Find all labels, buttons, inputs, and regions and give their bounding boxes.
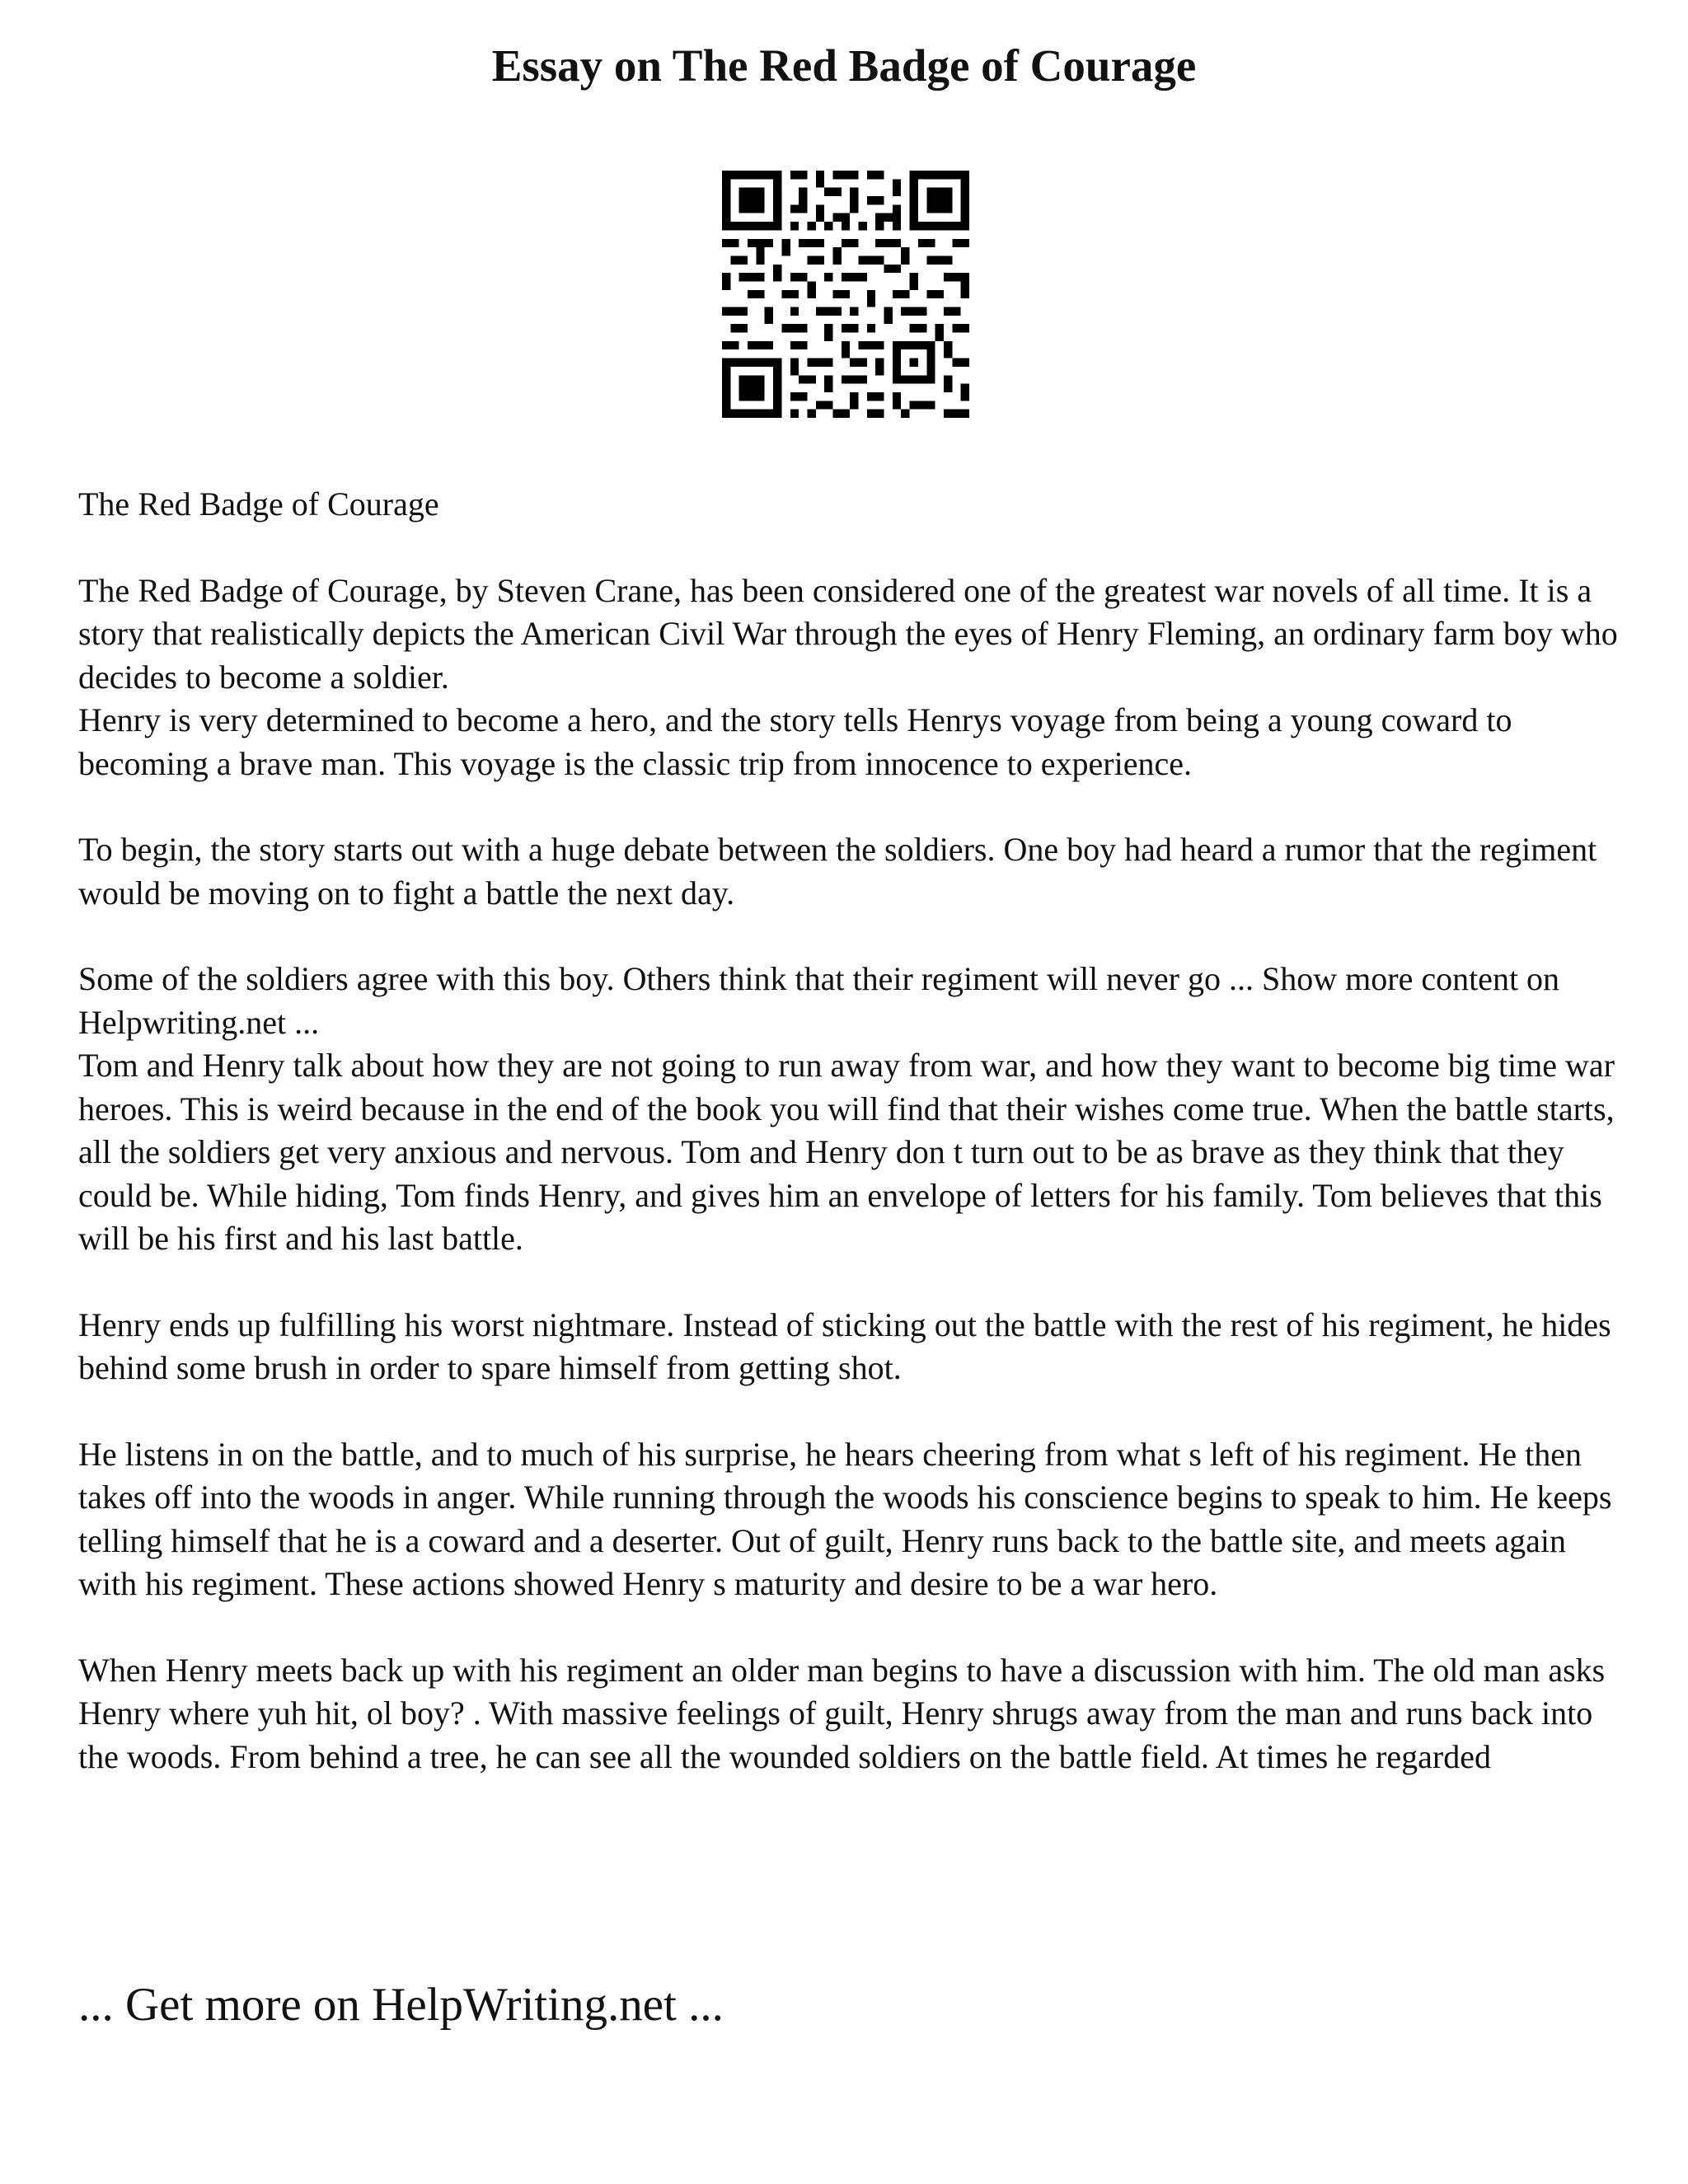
qr-code-icon[interactable] (722, 171, 969, 418)
essay-subtitle: The Red Badge of Courage (78, 485, 439, 523)
essay-paragraph: Tom and Henry talk about how they are not going to run away from war, and how they want to become big time war heroes. This is weird because in the end of the book you will find that their wishes come true. When the battle starts, all the soldiers get very anxious and nervous. Tom and Henry don t turn out to be as brave as they think that they could be. While hiding, Tom finds Henry, and gives him an envelope of letters for his family. Tom believes that this will be his first and his last battle. (78, 1047, 1615, 1257)
essay-paragraph: When Henry meets back up with his regiment an older man begins to have a discussion with him. The old man asks Henry where yuh hit, ol boy? . With massive feelings of guilt, Henry shrugs away from the man and runs back into the woods. From behind a tree, he can see all the wounded soldiers on the battle field. At times he regarded (78, 1651, 1606, 1775)
essay-paragraph-with-show-more: Some of the soldiers agree with this boy. Others think that their regiment will never go ... Show more content on Helpwriting.net ... (78, 960, 1560, 1041)
essay-paragraph: To begin, the story starts out with a huge debate between the soldiers. One boy had heard a rumor that the regiment would be moving on to fight a battle the next day. (78, 831, 1597, 912)
essay-paragraph: The Red Badge of Courage, by Steven Crane, has been considered one of the greatest war novels of all time. It is a story that realistically depicts the American Civil War through the eyes of Henry Fleming, an ordinary farm boy who decides to become a soldier. (78, 571, 1618, 696)
get-more-link[interactable]: ... Get more on HelpWriting.net ... (78, 1979, 724, 2031)
essay-body (78, 483, 1628, 1821)
essay-paragraph: He listens in on the battle, and to much of his surprise, he hears cheering from what s left of his regiment. He then takes off into the woods in anger. While running through the woods his conscience begins to speak to him. He keeps telling himself that he is a coward and a deserter. Out of guilt, Henry runs back to the battle site, and meets again with his regiment. These actions showed Henry s maturity and desire to be a war hero. (78, 1435, 1612, 1602)
essay-paragraph: Henry is very determined to become a hero, and the story tells Henrys voyage from being a young coward to becoming a brave man. This voyage is the classic trip from innocence to experience. (78, 701, 1512, 782)
essay-paragraph: Henry ends up fulfilling his worst nightmare. Instead of sticking out the battle with the rest of his regiment, he hides behind some brush in order to spare himself from getting shot. (78, 1305, 1611, 1386)
page-title: Essay on The Red Badge of Courage (491, 40, 1197, 91)
qr-code-graphic (722, 171, 969, 418)
